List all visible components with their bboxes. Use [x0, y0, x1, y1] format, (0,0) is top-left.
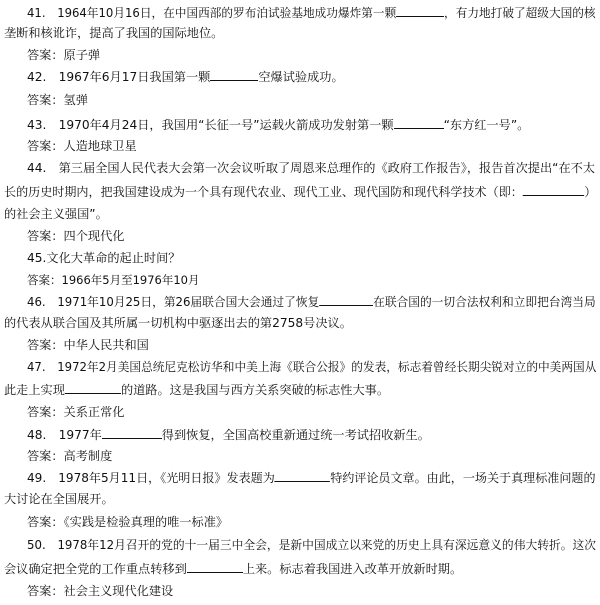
- question-44-line2: [4, 183, 596, 199]
- answer-50: 答案：社会主义现代化建设: [27, 584, 174, 598]
- answer-46: 答案：中华人民共和国: [27, 338, 149, 352]
- question-50-line1: 50. 1978年12月召开的党的十一届三中全会，是新中国成立以来党的历史上具有深远意义的伟大转折。这次: [27, 538, 596, 552]
- question-50-line2: [4, 560, 462, 576]
- question-46-line1: [27, 293, 596, 309]
- answer-blank: [210, 68, 258, 81]
- question-44-line3: 的社会主义强国”。: [4, 207, 108, 221]
- question-43-line1: [27, 116, 529, 132]
- answer-blank: [523, 183, 584, 196]
- answer-blank: [396, 4, 444, 17]
- question-43-text-after: “东方红一号”。: [443, 118, 530, 132]
- answer-48: 答案：高考制度: [27, 449, 113, 463]
- answer-blank: [102, 426, 162, 439]
- answer-blank: [65, 381, 121, 394]
- question-48-text: 48. 1977年: [27, 428, 102, 442]
- question-44-text: 长的历史时期内，把我国建设成为一个具有现代农业、现代工业、现代国防和现代科学技术（即：: [4, 185, 523, 199]
- answer-41: 答案：原子弹: [27, 48, 101, 62]
- answer-43: 答案：人造地球卫星: [27, 139, 137, 153]
- question-46-line2: 的代表从联合国及其所属一切机构中驱逐出去的第2758号决议。: [4, 316, 352, 330]
- question-41-text: 41. 1964年10月16日，在中国西部的罗布泊试验基地成功爆炸第一颗: [27, 6, 397, 20]
- question-44-text-after: ）: [584, 185, 597, 199]
- question-48-line1: [27, 426, 430, 442]
- question-49-text-after: 特约评论员文章。由此，一场关于真理标准问题的: [330, 471, 596, 485]
- question-42-text: 42. 1967年6月17日我国第一颗: [27, 70, 211, 84]
- answer-blank: [394, 116, 444, 129]
- answer-blank: [187, 560, 243, 573]
- question-44-line1: 44. 第三届全国人民代表大会第一次会议听取了周恩来总理作的《政府工作报告》，报告首次提出“在不太: [27, 161, 596, 175]
- question-50-text: 会议确定把全党的工作重点转移到: [4, 562, 187, 576]
- question-41-text-after: ，有力地打破了超级大国的核: [444, 6, 596, 20]
- question-42-line1: [27, 68, 344, 84]
- question-49-line2: 大讨论在全国展开。: [4, 492, 114, 506]
- question-47-text: 此走上实现: [4, 383, 65, 397]
- question-47-line1: 47. 1972年2月美国总统尼克松访华和中美上海《联合公报》的发表，标志着曾经长期尖锐对立的中美两国从: [27, 360, 597, 374]
- question-46-text: 46. 1971年10月25日，第26届联合国大会通过了恢复: [27, 295, 320, 309]
- answer-42: 答案：氢弹: [27, 93, 88, 107]
- answer-49: 答案：《实践是检验真理的唯一标准》: [27, 515, 229, 529]
- answer-blank: [319, 293, 373, 306]
- question-47-text-after: 的道路。这是我国与西方关系突破的标志性大事。: [120, 383, 390, 397]
- question-41-line1: [27, 4, 596, 20]
- question-42-text-after: 空爆试验成功。: [258, 70, 344, 84]
- question-49-text: 49. 1978年5月11日，《光明日报》发表题为: [27, 471, 275, 485]
- answer-blank: [275, 469, 330, 482]
- question-46-text-after: 在联合国的一切合法权利和立即把台湾当局: [373, 295, 596, 309]
- answer-44: 答案：四个现代化: [27, 229, 125, 243]
- question-49-line1: [27, 469, 596, 485]
- question-41-line2: 垄断和核讹诈，提高了我国的国际地位。: [4, 26, 224, 40]
- question-43-text: 43. 1970年4月24日，我国用“长征一号”运载火箭成功发射第一颗: [27, 118, 394, 132]
- answer-45: 答案：1966年5月至1976年10月: [27, 273, 200, 287]
- question-45-line1: 45.文化大革命的起止时间？: [27, 251, 181, 265]
- answer-47: 答案：关系正常化: [27, 405, 125, 419]
- question-47-line2: [4, 381, 389, 397]
- question-48-text-after: 得到恢复，全国高校重新通过统一考试招收新生。: [161, 428, 430, 442]
- question-50-text-after: 上来。标志着我国进入改革开放新时期。: [242, 562, 463, 576]
